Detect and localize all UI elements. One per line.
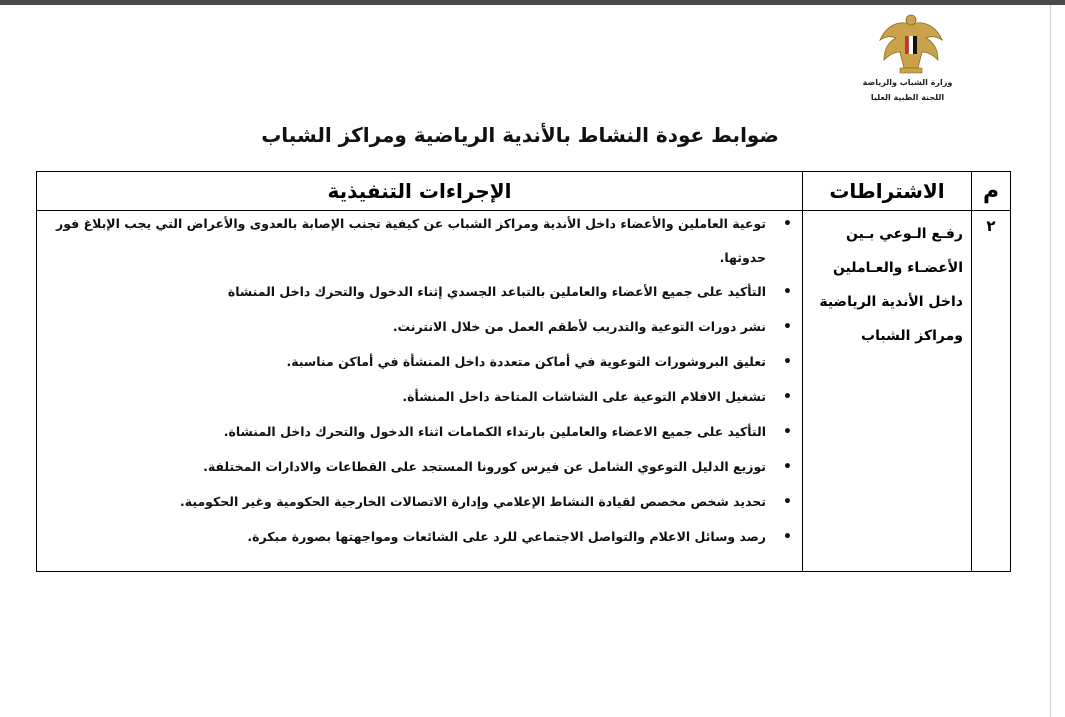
- bullet-icon: •: [783, 529, 792, 545]
- procedure-text: تشغيل الافلام التوعية على الشاشات المتاحة داخل المنشأة.: [402, 389, 766, 404]
- condition-line: داخل الأندية الرياضية: [819, 294, 963, 310]
- page-edge: [1050, 5, 1065, 717]
- row-condition: [803, 211, 972, 572]
- list-item: [43, 318, 792, 336]
- bullet-icon: •: [783, 424, 792, 440]
- column-header-procedures: الإجراءات التنفيذية: [37, 172, 803, 211]
- bullet-icon: •: [783, 459, 792, 475]
- table-row: [37, 211, 1011, 572]
- list-item: [43, 388, 792, 406]
- list-item: [43, 353, 792, 371]
- condition-line: الأعضـاء والعـاملين: [832, 260, 963, 276]
- procedure-text: تحديد شخص مخصص لقيادة النشاط الإعلامي وإدارة الاتصالات الخارجية الحكومية وغير الحكومية.: [180, 494, 766, 509]
- row-procedures: [37, 211, 803, 572]
- condition-line: ومراكز الشباب: [861, 328, 963, 344]
- procedure-text: التأكيد على جميع الأعضاء والعاملين بالتباعد الجسدي إثناء الدخول والتحرك داخل المنشاة: [227, 284, 766, 299]
- list-item: [43, 283, 792, 301]
- condition-line: رفـع الـوعي بـين: [845, 226, 963, 242]
- list-item: [43, 423, 792, 441]
- bullet-icon: •: [783, 284, 792, 300]
- bullet-icon: •: [783, 216, 792, 232]
- bullet-icon: •: [783, 389, 792, 405]
- column-header-number: م: [972, 172, 1011, 211]
- row-number: ٢: [972, 211, 1011, 572]
- procedure-text: رصد وسائل الاعلام والتواصل الاجتماعي للرد على الشائعات ومواجهتها بصورة مبكرة.: [247, 529, 766, 544]
- column-header-conditions: الاشتراطات: [803, 172, 972, 211]
- list-item: [43, 528, 792, 546]
- procedures-list: [43, 207, 794, 546]
- procedure-text: التأكيد على جميع الاعضاء والعاملين بارتداء الكمامات اثناء الدخول والتحرك داخل المنشاة.: [223, 424, 766, 439]
- committee-name: اللجنة الطبية العليا: [870, 93, 945, 102]
- bullet-icon: •: [783, 354, 792, 370]
- bullet-icon: •: [783, 319, 792, 335]
- procedure-text: توعية العاملين والأعضاء داخل الأندية ومراكز الشباب عن كيفية تجنب الإصابة بالعدوى والأعراض التي يجب الإبلاغ فور حدوثها.: [56, 216, 766, 265]
- procedure-text: نشر دورات التوعية والتدريب لأطقم العمل من خلال الانترنت.: [392, 319, 766, 334]
- list-item: [43, 493, 792, 511]
- regulations-table: [36, 171, 1011, 572]
- procedure-text: تعليق البروشورات التوعوية في أماكن متعددة داخل المنشأة في أماكن مناسبة.: [286, 354, 766, 369]
- page-title: ضوابط عودة النشاط بالأندية الرياضية ومراكز الشباب: [261, 123, 779, 147]
- ministry-name: وزارة الشباب والرياضة: [862, 78, 953, 87]
- list-item: [43, 458, 792, 476]
- bullet-icon: •: [783, 494, 792, 510]
- table-header-row: [37, 172, 1011, 211]
- procedure-text: توزيع الدليل التوعوي الشامل عن فيرس كورونا المستجد على القطاعات والادارات المختلفة.: [203, 459, 766, 474]
- list-item: [43, 207, 792, 275]
